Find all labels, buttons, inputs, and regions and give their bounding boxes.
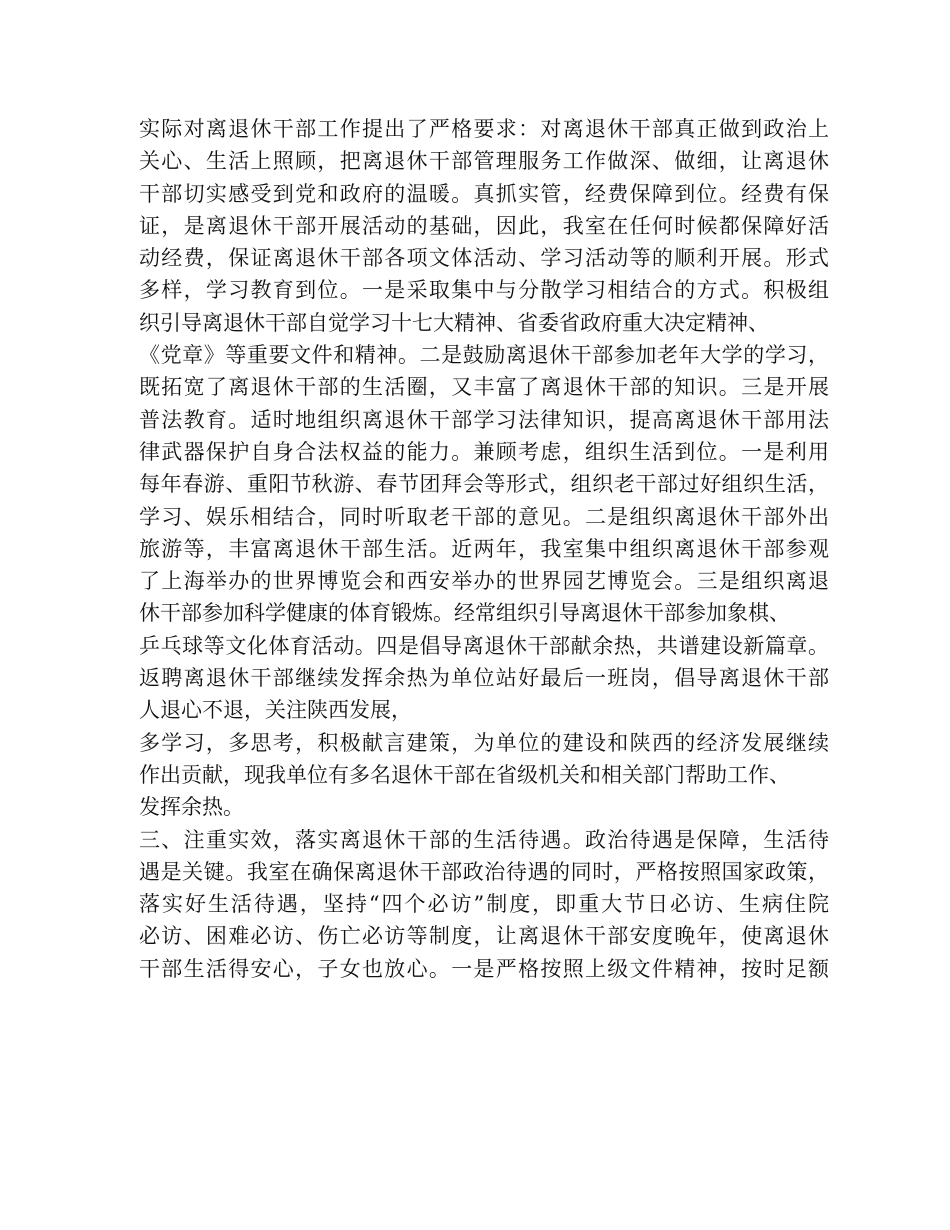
text-line: 实际对离退休干部工作提出了严格要求：对离退休干部真正做到政治上 [139, 117, 829, 141]
text-line: 干部切实感受到党和政府的温暖。真抓实管，经费保障到位。经费有保 [139, 181, 829, 206]
text-line: 了上海举办的世界博览会和西安举办的世界园艺博览会。三是组织离退 [139, 569, 829, 594]
text-line: 普法教育。适时地组织离退休干部学习法律知识，提高离退休干部用法 [139, 407, 829, 432]
text-line: 既拓宽了离退休干部的生活圈，又丰富了离退休干部的知识。三是开展 [139, 375, 829, 400]
text-line: 遇是关键。我室在确保离退休干部政治待遇的同时，严格按照国家政策， [139, 859, 829, 884]
text-line: 每年春游、重阳节秋游、春节团拜会等形式，组织老干部过好组织生活， [139, 472, 829, 497]
text-line: 乒乓球等文化体育活动。四是倡导离退休干部献余热，共谱建设新篇章。 [139, 633, 829, 658]
text-line: 多样，学习教育到位。一是采取集中与分散学习相结合的方式。积极组 [139, 278, 829, 303]
text-line: 落实好生活待遇，坚持“四个必访”制度，即重大节日必访、生病住院 [139, 892, 829, 917]
text-line: 律武器保护自身合法权益的能力。兼顾考虑，组织生活到位。一是利用 [139, 439, 829, 464]
text-line: 人退心不退，关注陕西发展， [139, 698, 412, 723]
text-line: 必访、困难必访、伤亡必访等制度，让离退休干部安度晚年，使离退休 [139, 924, 829, 949]
text-line: 返聘离退休干部继续发挥余热为单位站好最后一班岗，倡导离退休干部 [139, 666, 829, 691]
text-line: 干部生活得安心，子女也放心。一是严格按照上级文件精神，按时足额 [139, 956, 829, 981]
text-line: 《党章》等重要文件和精神。二是鼓励离退休干部参加老年大学的学习， [139, 343, 829, 368]
text-line: 织引导离退休干部自觉学习十七大精神、省委省政府重大决定精神、 [139, 310, 769, 335]
text-line: 关心、生活上照顾，把离退休干部管理服务工作做深、做细，让离退休 [139, 149, 829, 174]
text-line: 旅游等，丰富离退休干部生活。近两年，我室集中组织离退休干部参观 [139, 536, 829, 561]
text-line: 多学习，多思考，积极献言建策，为单位的建设和陕西的经济发展继续 [139, 730, 829, 755]
text-line: 休干部参加科学健康的体育锻炼。经常组织引导离退休干部参加象棋、 [139, 601, 790, 626]
text-line: 动经费，保证离退休干部各项文体活动、学习活动等的顺利开展。形式 [139, 246, 829, 271]
text-line: 三、注重实效，落实离退休干部的生活待遇。政治待遇是保障，生活待 [139, 827, 829, 852]
body-text [139, 113, 829, 985]
text-line: 发挥余热。 [139, 795, 244, 820]
text-line: 证，是离退休干部开展活动的基础，因此，我室在任何时候都保障好活 [139, 213, 829, 238]
text-line: 学习、娱乐相结合，同时听取老干部的意见。二是组织离退休干部外出 [139, 504, 829, 529]
text-line: 作出贡献，现我单位有多名退休干部在省级机关和相关部门帮助工作、 [139, 762, 790, 787]
